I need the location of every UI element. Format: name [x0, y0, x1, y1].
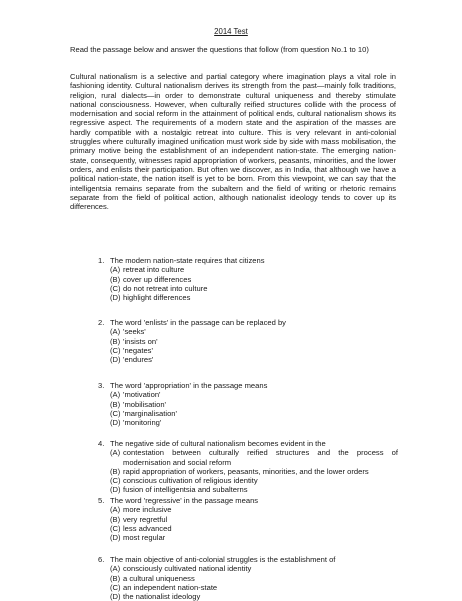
question-5 [98, 496, 398, 542]
question-number: 1. [98, 256, 105, 265]
option-letter: (A) [110, 265, 121, 275]
option-text: a cultural uniqueness [123, 573, 195, 583]
option-text: more inclusive [123, 505, 172, 515]
option-letter: (B) [110, 274, 121, 284]
question-number: 5. [98, 496, 105, 505]
question-4 [98, 439, 398, 495]
question-3 [98, 381, 398, 427]
option-letter: (C) [110, 283, 121, 293]
answer-option [110, 524, 398, 533]
answer-option [110, 400, 398, 409]
question-text: The word 'appropriation' in the passage means [110, 381, 268, 390]
option-text: rapid appropriation of workers, peasants, minorities, and the lower orders [123, 466, 369, 476]
option-text: contestation between culturally reified structures and the process of modernisation and social reform [123, 448, 398, 467]
question-text: The main objective of anti-colonial struggles is the establishment of [110, 555, 336, 564]
answer-option [110, 337, 398, 346]
question-1 [98, 256, 398, 302]
option-letter: (D) [110, 592, 121, 601]
answer-option [110, 275, 398, 284]
answer-option [110, 346, 398, 355]
reading-passage: Cultural nationalism is a selective and partial category where imagination plays a vital role in fashioning identity. Cultural nationalism derives its strength from the past—mainly folk traditions, religion, rural dialects—in order to demonstrate cultural uniqueness and thereby stimulate national consciousness. However, when culturally reified structures collide with the process of modernisation and social reform in the attainment of political ends, cultural nationalism shows its regressive aspect. The requirements of a modern state and the aspiration of the masses are hardly compatible with a nostalgic retreat into culture. This is very relevant in anti-colonial struggles where culturally imagined unification must work side by side with mass mobilisation, the primary motive being the establishment of an independent nation-state. The emerging nation-state, consequently, witnesses rapid appropriation of workers, peasants, minorities, and the lower orders, and enlists their participation. But often we discover, as in India, that although we have a political nation-state, the nation itself is yet to be born. From this viewpoint, we can say that the intelligentsia remains separate from the subaltern and the field of writing or rhetoric remains separate from the field of political action, although nationalist ideology tends to cover up its differences. [70, 72, 396, 212]
option-list [110, 390, 398, 427]
option-text: 'mobilisation' [123, 399, 166, 409]
answer-option [110, 448, 398, 467]
option-list [110, 505, 398, 542]
option-list [110, 327, 398, 364]
answer-option [110, 327, 398, 336]
option-letter: (C) [110, 582, 121, 592]
option-text: 'motivation' [123, 390, 161, 400]
option-text: 'seeks' [123, 327, 146, 337]
option-text: 'insists on' [123, 336, 158, 346]
option-letter: (D) [110, 355, 121, 365]
option-text: 'marginalisation' [123, 408, 177, 418]
option-text: highlight differences [123, 293, 191, 303]
question-stem [98, 439, 398, 448]
answer-option [110, 515, 398, 524]
answer-option [110, 485, 398, 494]
option-text: an independent nation-state [123, 582, 218, 592]
answer-option [110, 476, 398, 485]
question-text: The word 'regressive' in the passage means [110, 496, 259, 505]
answer-option [110, 467, 398, 476]
option-list [110, 448, 398, 494]
option-letter: (B) [110, 336, 121, 346]
question-text: The negative side of cultural nationalism becomes evident in the [110, 439, 326, 448]
answer-option [110, 293, 398, 302]
option-text: fusion of intelligentsia and subalterns [123, 485, 248, 495]
option-text: 'endures' [123, 355, 154, 365]
answer-option [110, 284, 398, 293]
option-letter: (A) [110, 448, 121, 458]
question-text: The word 'enlists' in the passage can be replaced by [110, 318, 286, 327]
question-stem [98, 381, 398, 390]
option-letter: (D) [110, 533, 121, 543]
option-text: the nationalist ideology [123, 592, 201, 601]
option-letter: (A) [110, 505, 121, 515]
option-letter: (A) [110, 564, 121, 574]
question-number: 4. [98, 439, 105, 448]
answer-option [110, 574, 398, 583]
question-stem [98, 555, 398, 564]
answer-option [110, 583, 398, 592]
question-stem [98, 496, 398, 505]
question-number: 3. [98, 381, 105, 390]
instruction-text: Read the passage below and answer the questions that follow (from question No.1 to 10) [70, 45, 369, 54]
option-text: very regretful [123, 514, 168, 524]
option-text: most regular [123, 533, 166, 543]
page-title: 2014 Test [214, 27, 248, 36]
option-letter: (A) [110, 327, 121, 337]
option-letter: (D) [110, 485, 121, 495]
option-text: 'monitoring' [123, 418, 162, 428]
option-letter: (C) [110, 408, 121, 418]
option-letter: (D) [110, 418, 121, 428]
option-text: retreat into culture [123, 265, 185, 275]
question-number: 2. [98, 318, 105, 327]
question-stem [98, 256, 398, 265]
answer-option [110, 265, 398, 274]
answer-option [110, 505, 398, 514]
option-letter: (B) [110, 466, 121, 476]
question-text: The modern nation-state requires that citizens [110, 256, 265, 265]
option-letter: (B) [110, 399, 121, 409]
option-text: consciously cultivated national identity [123, 564, 252, 574]
answer-option [110, 592, 398, 601]
answer-option [110, 409, 398, 418]
option-letter: (A) [110, 390, 121, 400]
option-text: less advanced [123, 523, 172, 533]
option-letter: (B) [110, 514, 121, 524]
answer-option [110, 418, 398, 427]
question-2 [98, 318, 398, 364]
option-text: cover up differences [123, 274, 192, 284]
answer-option [110, 564, 398, 573]
option-list [110, 564, 398, 601]
question-number: 6. [98, 555, 105, 564]
option-letter: (B) [110, 573, 121, 583]
option-letter: (C) [110, 345, 121, 355]
answer-option [110, 355, 398, 364]
option-list [110, 265, 398, 302]
option-letter: (D) [110, 293, 121, 303]
option-text: 'negates' [123, 345, 153, 355]
answer-option [110, 533, 398, 542]
option-letter: (C) [110, 476, 121, 486]
question-stem [98, 318, 398, 327]
option-text: conscious cultivation of religious identity [123, 476, 258, 486]
answer-option [110, 390, 398, 399]
option-letter: (C) [110, 523, 121, 533]
question-6 [98, 555, 398, 601]
option-text: do not retreat into culture [123, 283, 208, 293]
